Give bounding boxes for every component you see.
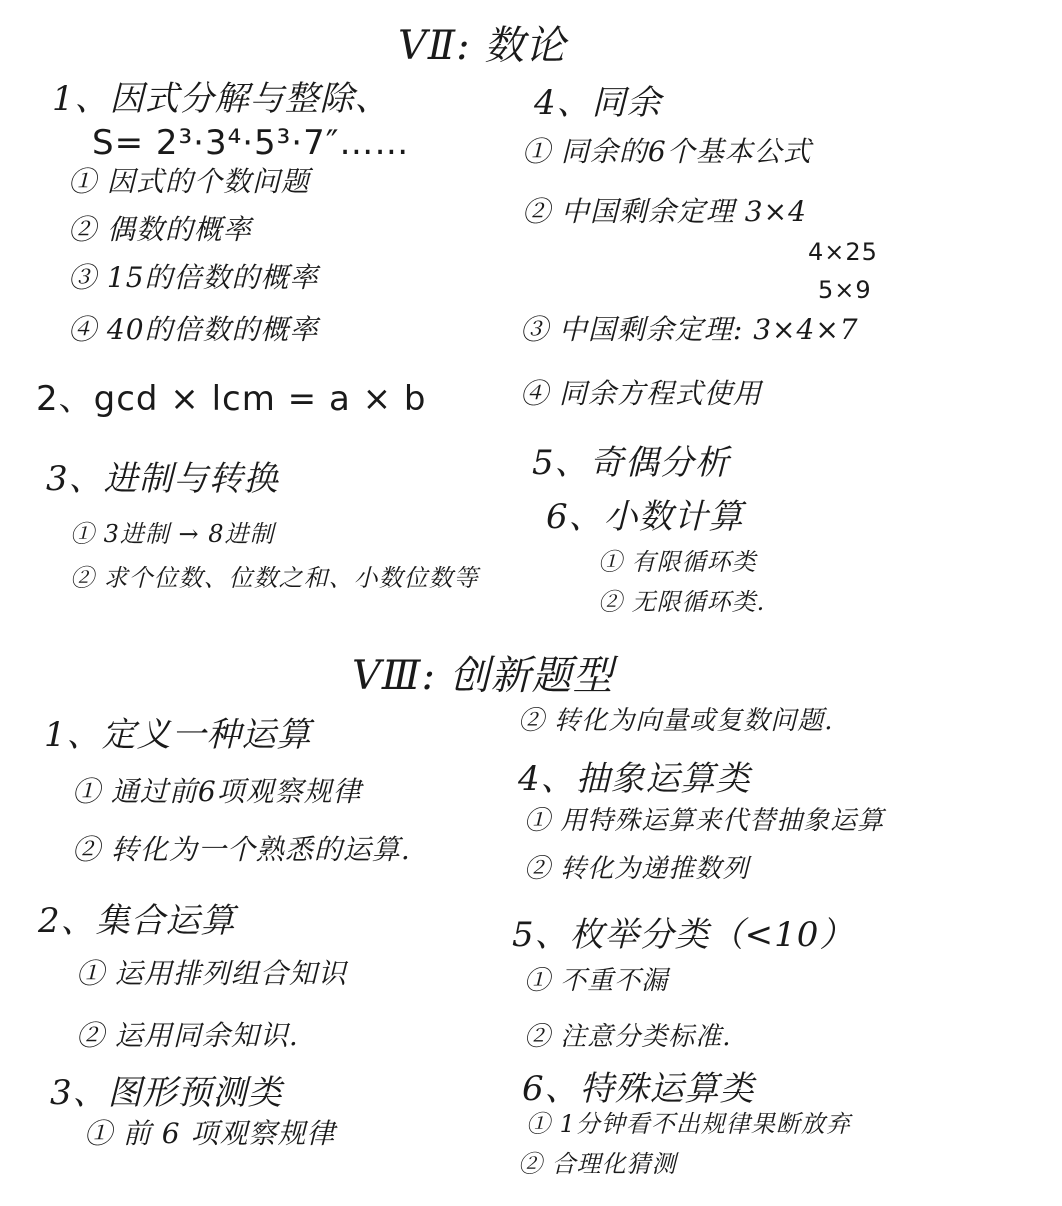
section7-title: VⅡ: 数论 — [398, 23, 567, 69]
s8-1-item-1: ① 通过前6项观察规律 — [72, 775, 362, 808]
s7-1-item-1: ① 因式的个数问题 — [68, 165, 310, 198]
s8-5-item-2: ② 注意分类标准. — [524, 1022, 732, 1052]
s8-5-heading: 5、枚举分类（<10） — [512, 915, 855, 955]
s8-3-heading: 3、图形预测类 — [50, 1073, 283, 1113]
s7-6-heading: 6、小数计算 — [546, 497, 744, 537]
s7-3-heading: 3、进制与转换 — [46, 459, 279, 499]
s7-1-item-2: ② 偶数的概率 — [68, 213, 252, 246]
s8-6-heading: 6、特殊运算类 — [522, 1069, 755, 1109]
s7-4-item-3: ③ 中国剩余定理: 3×4×7 — [520, 313, 859, 346]
s7-4-item-1: ① 同余的6个基本公式 — [522, 135, 812, 168]
s7-3-item-2: ② 求个位数、位数之和、小数位数等 — [70, 564, 479, 592]
s8-4-item-2: ② 转化为递推数列 — [524, 854, 750, 884]
s8-3-item-2: ② 转化为向量或复数问题. — [518, 706, 834, 736]
s8-2-heading: 2、集合运算 — [38, 901, 236, 941]
s7-4-item-2: ② 中国剩余定理 3×4 — [522, 195, 807, 228]
s8-4-item-1: ① 用特殊运算来代替抽象运算 — [524, 806, 885, 836]
s7-4-item-4: ④ 同余方程式使用 — [520, 377, 762, 410]
s7-1-item-3: ③ 15的倍数的概率 — [68, 261, 319, 294]
s8-2-item-1: ① 运用排列组合知识 — [76, 957, 347, 990]
s8-1-item-2: ② 转化为一个熟悉的运算. — [72, 833, 411, 866]
s7-1-formula: S= 2³·3⁴·5³·7″…… — [92, 123, 410, 163]
s8-1-heading: 1、定义一种运算 — [44, 715, 312, 755]
s7-6-item-1: ① 有限循环类 — [598, 548, 757, 576]
s7-4-item-2-line3: 5×9 — [818, 276, 872, 304]
s7-1-heading: 1、因式分解与整除、 — [52, 79, 390, 119]
s7-4-item-2-line2: 4×25 — [808, 238, 878, 266]
s7-5-heading: 5、奇偶分析 — [532, 443, 730, 483]
s8-4-heading: 4、抽象运算类 — [518, 759, 751, 799]
s8-6-item-2: ② 合理化猜测 — [518, 1150, 677, 1178]
s8-6-item-1: ① 1分钟看不出规律果断放弃 — [526, 1110, 851, 1138]
s8-5-item-1: ① 不重不漏 — [524, 966, 669, 996]
s8-2-item-2: ② 运用同余知识. — [76, 1019, 299, 1052]
s7-1-item-4: ④ 40的倍数的概率 — [68, 313, 319, 346]
s7-3-item-1: ① 3进制 → 8进制 — [70, 520, 275, 548]
s7-2-heading: 2、gcd × lcm = a × b — [36, 379, 427, 419]
section8-title: VⅢ: 创新题型 — [352, 653, 614, 699]
s7-6-item-2: ② 无限循环类. — [598, 588, 766, 616]
s8-3-item-1: ① 前 6 项观察规律 — [84, 1117, 336, 1150]
s7-4-heading: 4、同余 — [534, 83, 662, 123]
